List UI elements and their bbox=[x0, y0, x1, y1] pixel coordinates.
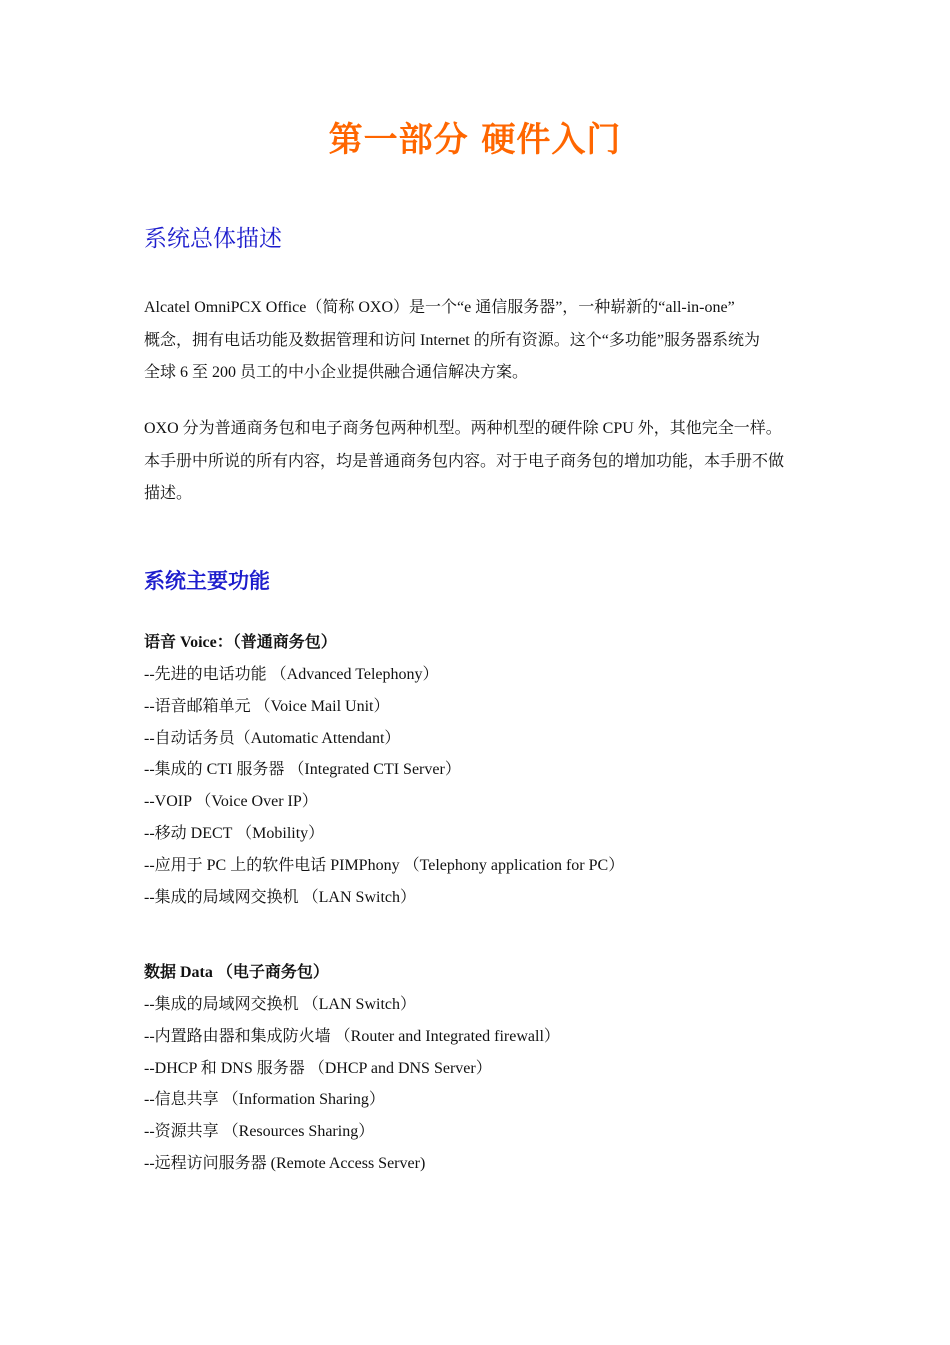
paragraph-line: 概念，拥有电话功能及数据管理和访问 Internet 的所有资源。这个“多功能”服务器系统为 bbox=[144, 331, 760, 349]
list-item: --移动 DECT （Mobility） bbox=[144, 824, 325, 842]
list-item: --DHCP 和 DNS 服务器 （DHCP and DNS Server） bbox=[144, 1059, 492, 1077]
paragraph-line: Alcatel OmniPCX Office（简称 OXO）是一个“e 通信服务器”，一种崭新的“all-in-one” bbox=[144, 299, 735, 316]
overview-paragraph-1 bbox=[144, 292, 810, 390]
overview-paragraph-2 bbox=[144, 413, 810, 511]
list-item: --VOIP （Voice Over IP） bbox=[144, 793, 318, 811]
list-item: --集成的局域网交换机 （LAN Switch） bbox=[144, 996, 416, 1013]
data-group-title: 数据 Data （电子商务包） bbox=[144, 964, 329, 981]
list-item: --自动话务员（Automatic Attendant） bbox=[144, 729, 401, 747]
list-item: --信息共享 （Information Sharing） bbox=[144, 1091, 385, 1109]
list-item: --内置路由器和集成防火墙 （Router and Integrated firewall） bbox=[144, 1027, 560, 1045]
list-item: --集成的 CTI 服务器 （Integrated CTI Server） bbox=[144, 761, 461, 779]
data-feature-group bbox=[144, 957, 560, 1180]
paragraph-line: OXO 分为普通商务包和电子商务包两种机型。两种机型的硬件除 CPU 外，其他完全一样。 bbox=[144, 420, 782, 437]
voice-feature-group bbox=[144, 627, 624, 913]
list-item: --先进的电话功能 （Advanced Telephony） bbox=[144, 666, 439, 683]
part-title: 第一部分 硬件入门 bbox=[328, 120, 622, 160]
overview-heading: 系统总体描述 bbox=[144, 226, 282, 252]
list-item: --资源共享 （Resources Sharing） bbox=[144, 1123, 375, 1141]
voice-group-title: 语音 Voice：（普通商务包） bbox=[144, 634, 337, 651]
list-item: --语音邮箱单元 （Voice Mail Unit） bbox=[144, 697, 390, 715]
paragraph-line: 本手册中所说的所有内容，均是普通商务包内容。对于电子商务包的增加功能，本手册不做 bbox=[144, 452, 785, 470]
paragraph-line: 描述。 bbox=[144, 485, 193, 502]
list-item: --集成的局域网交换机 （LAN Switch） bbox=[144, 888, 416, 906]
list-item: --应用于 PC 上的软件电话 PIMPhony （Telephony application for PC） bbox=[144, 856, 625, 874]
list-item: --远程访问服务器 (Remote Access Server) bbox=[144, 1154, 426, 1172]
paragraph-line: 全球 6 至 200 员工的中小企业提供融合通信解决方案。 bbox=[144, 364, 529, 381]
features-heading: 系统主要功能 bbox=[144, 569, 270, 593]
